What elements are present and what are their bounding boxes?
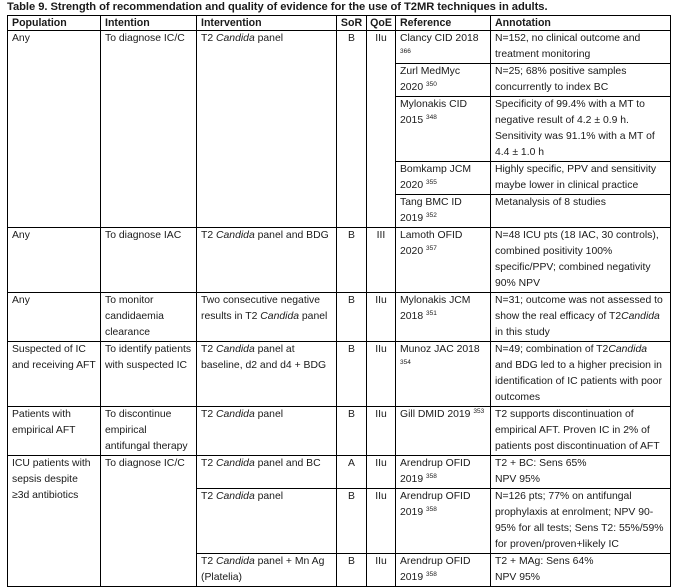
population-cell: Suspected of IC and receiving AFT xyxy=(8,342,101,407)
annotation-cell: T2 + BC: Sens 65% NPV 95% xyxy=(491,456,671,489)
population-cell: Any xyxy=(8,31,101,228)
reference-cell: Gill DMID 2019 $^{353}$ xyxy=(396,407,491,456)
table-header-row xyxy=(8,16,671,31)
sor-cell: A xyxy=(337,456,367,489)
annotation-cell: N=48 ICU pts (18 IAC, 30 controls), combined positivity 100% specific/PPV; combined negativity 90% NPV xyxy=(491,228,671,293)
intervention-cell: T2 Candida panel + Mn Ag (Platelia) xyxy=(197,554,337,587)
intervention-cell: T2 Candida panel and BDG xyxy=(197,228,337,293)
header-reference: Reference xyxy=(396,16,491,31)
intervention-cell: T2 Candida panel xyxy=(197,489,337,554)
qoe-cell: IIu xyxy=(367,31,396,228)
population-cell: Any xyxy=(8,228,101,293)
annotation-cell: T2 + MAg: Sens 64% NPV 95% xyxy=(491,554,671,587)
sor-cell: B xyxy=(337,489,367,554)
annotation-cell: N=31; outcome was not assessed to show the real efficacy of T2Candida in this study xyxy=(491,293,671,342)
table-row xyxy=(8,456,671,489)
recommendation-table xyxy=(7,15,671,587)
reference-cell: Arendrup OFID 2019 $^{358}$ xyxy=(396,456,491,489)
intervention-cell: T2 Candida panel xyxy=(197,407,337,456)
intention-cell: To diagnose IAC xyxy=(101,228,197,293)
sor-cell: B xyxy=(337,293,367,342)
header-annotation: Annotation xyxy=(491,16,671,31)
annotation-cell: Metanalysis of 8 studies xyxy=(491,195,671,228)
table-row xyxy=(8,228,671,293)
reference-cell: Tang BMC ID 2019 $^{352}$ xyxy=(396,195,491,228)
table-row xyxy=(8,31,671,64)
intervention-cell: Two consecutive negative results in T2 Candida panel xyxy=(197,293,337,342)
header-sor: SoR xyxy=(337,16,367,31)
reference-cell: Mylonakis CID 2015 $^{348}$ xyxy=(396,97,491,162)
intervention-cell: T2 Candida panel and BC xyxy=(197,456,337,489)
table-caption: Table 9. Strength of recommendation and quality of evidence for the use of T2MR techniques in adults. xyxy=(7,1,548,13)
annotation-cell: N=49; combination of T2Candida and BDG led to a higher precision in identification of IC patients with poor outcomes xyxy=(491,342,671,407)
sor-cell: B xyxy=(337,228,367,293)
table-row xyxy=(8,407,671,456)
population-cell: ICU patients with sepsis despite ≥3d antibiotics xyxy=(8,456,101,587)
intention-cell: To diagnose IC/C xyxy=(101,456,197,587)
annotation-cell: Specificity of 99.4% with a MT to negative result of 4.2 ± 0.9 h. Sensitivity was 91.1% with a MT of 4.4 ± 1.0 h xyxy=(491,97,671,162)
reference-cell: Zurl MedMyc 2020 $^{350}$ xyxy=(396,64,491,97)
reference-cell: Bomkamp JCM 2020 $^{355}$ xyxy=(396,162,491,195)
reference-cell: Mylonakis JCM 2018 $^{351}$ xyxy=(396,293,491,342)
qoe-cell: IIu xyxy=(367,293,396,342)
intention-cell: To discontinue empirical antifungal therapy xyxy=(101,407,197,456)
annotation-cell: N=126 pts; 77% on antifungal prophylaxis at enrolment; NPV 90-95% for all tests; Sens T2: 55%/59% for proven/proven+likely IC xyxy=(491,489,671,554)
sor-cell: B xyxy=(337,554,367,587)
reference-cell: Munoz JAC 2018 $^{354}$ xyxy=(396,342,491,407)
header-population: Population xyxy=(8,16,101,31)
annotation-cell: T2 supports discontinuation of empirical AFT. Proven IC in 2% of patients post discontinuation of AFT xyxy=(491,407,671,456)
header-intervention: Intervention xyxy=(197,16,337,31)
qoe-cell: IIu xyxy=(367,489,396,554)
qoe-cell: IIu xyxy=(367,554,396,587)
table-row xyxy=(8,293,671,342)
reference-cell: Clancy CID 2018 $^{366}$ xyxy=(396,31,491,64)
annotation-cell: N=25; 68% positive samples concurrently to index BC xyxy=(491,64,671,97)
sor-cell: B xyxy=(337,342,367,407)
header-qoe: QoE xyxy=(367,16,396,31)
qoe-cell: IIu xyxy=(367,407,396,456)
population-cell: Any xyxy=(8,293,101,342)
annotation-cell: Highly specific, PPV and sensitivity maybe lower in clinical practice xyxy=(491,162,671,195)
reference-cell: Arendrup OFID 2019 $^{358}$ xyxy=(396,489,491,554)
intention-cell: To identify patients with suspected IC xyxy=(101,342,197,407)
sor-cell: B xyxy=(337,31,367,228)
qoe-cell: IIu xyxy=(367,342,396,407)
header-intention: Intention xyxy=(101,16,197,31)
qoe-cell: IIu xyxy=(367,456,396,489)
table-row xyxy=(8,342,671,407)
sor-cell: B xyxy=(337,407,367,456)
reference-cell: Arendrup OFID 2019 $^{358}$ xyxy=(396,554,491,587)
intervention-cell: T2 Candida panel at baseline, d2 and d4 + BDG xyxy=(197,342,337,407)
annotation-cell: N=152, no clinical outcome and treatment monitoring xyxy=(491,31,671,64)
population-cell: Patients with empirical AFT xyxy=(8,407,101,456)
qoe-cell: III xyxy=(367,228,396,293)
reference-cell: Lamoth OFID 2020 $^{357}$ xyxy=(396,228,491,293)
intention-cell: To monitor candidaemia clearance xyxy=(101,293,197,342)
intention-cell: To diagnose IC/C xyxy=(101,31,197,228)
intervention-cell: T2 Candida panel xyxy=(197,31,337,228)
